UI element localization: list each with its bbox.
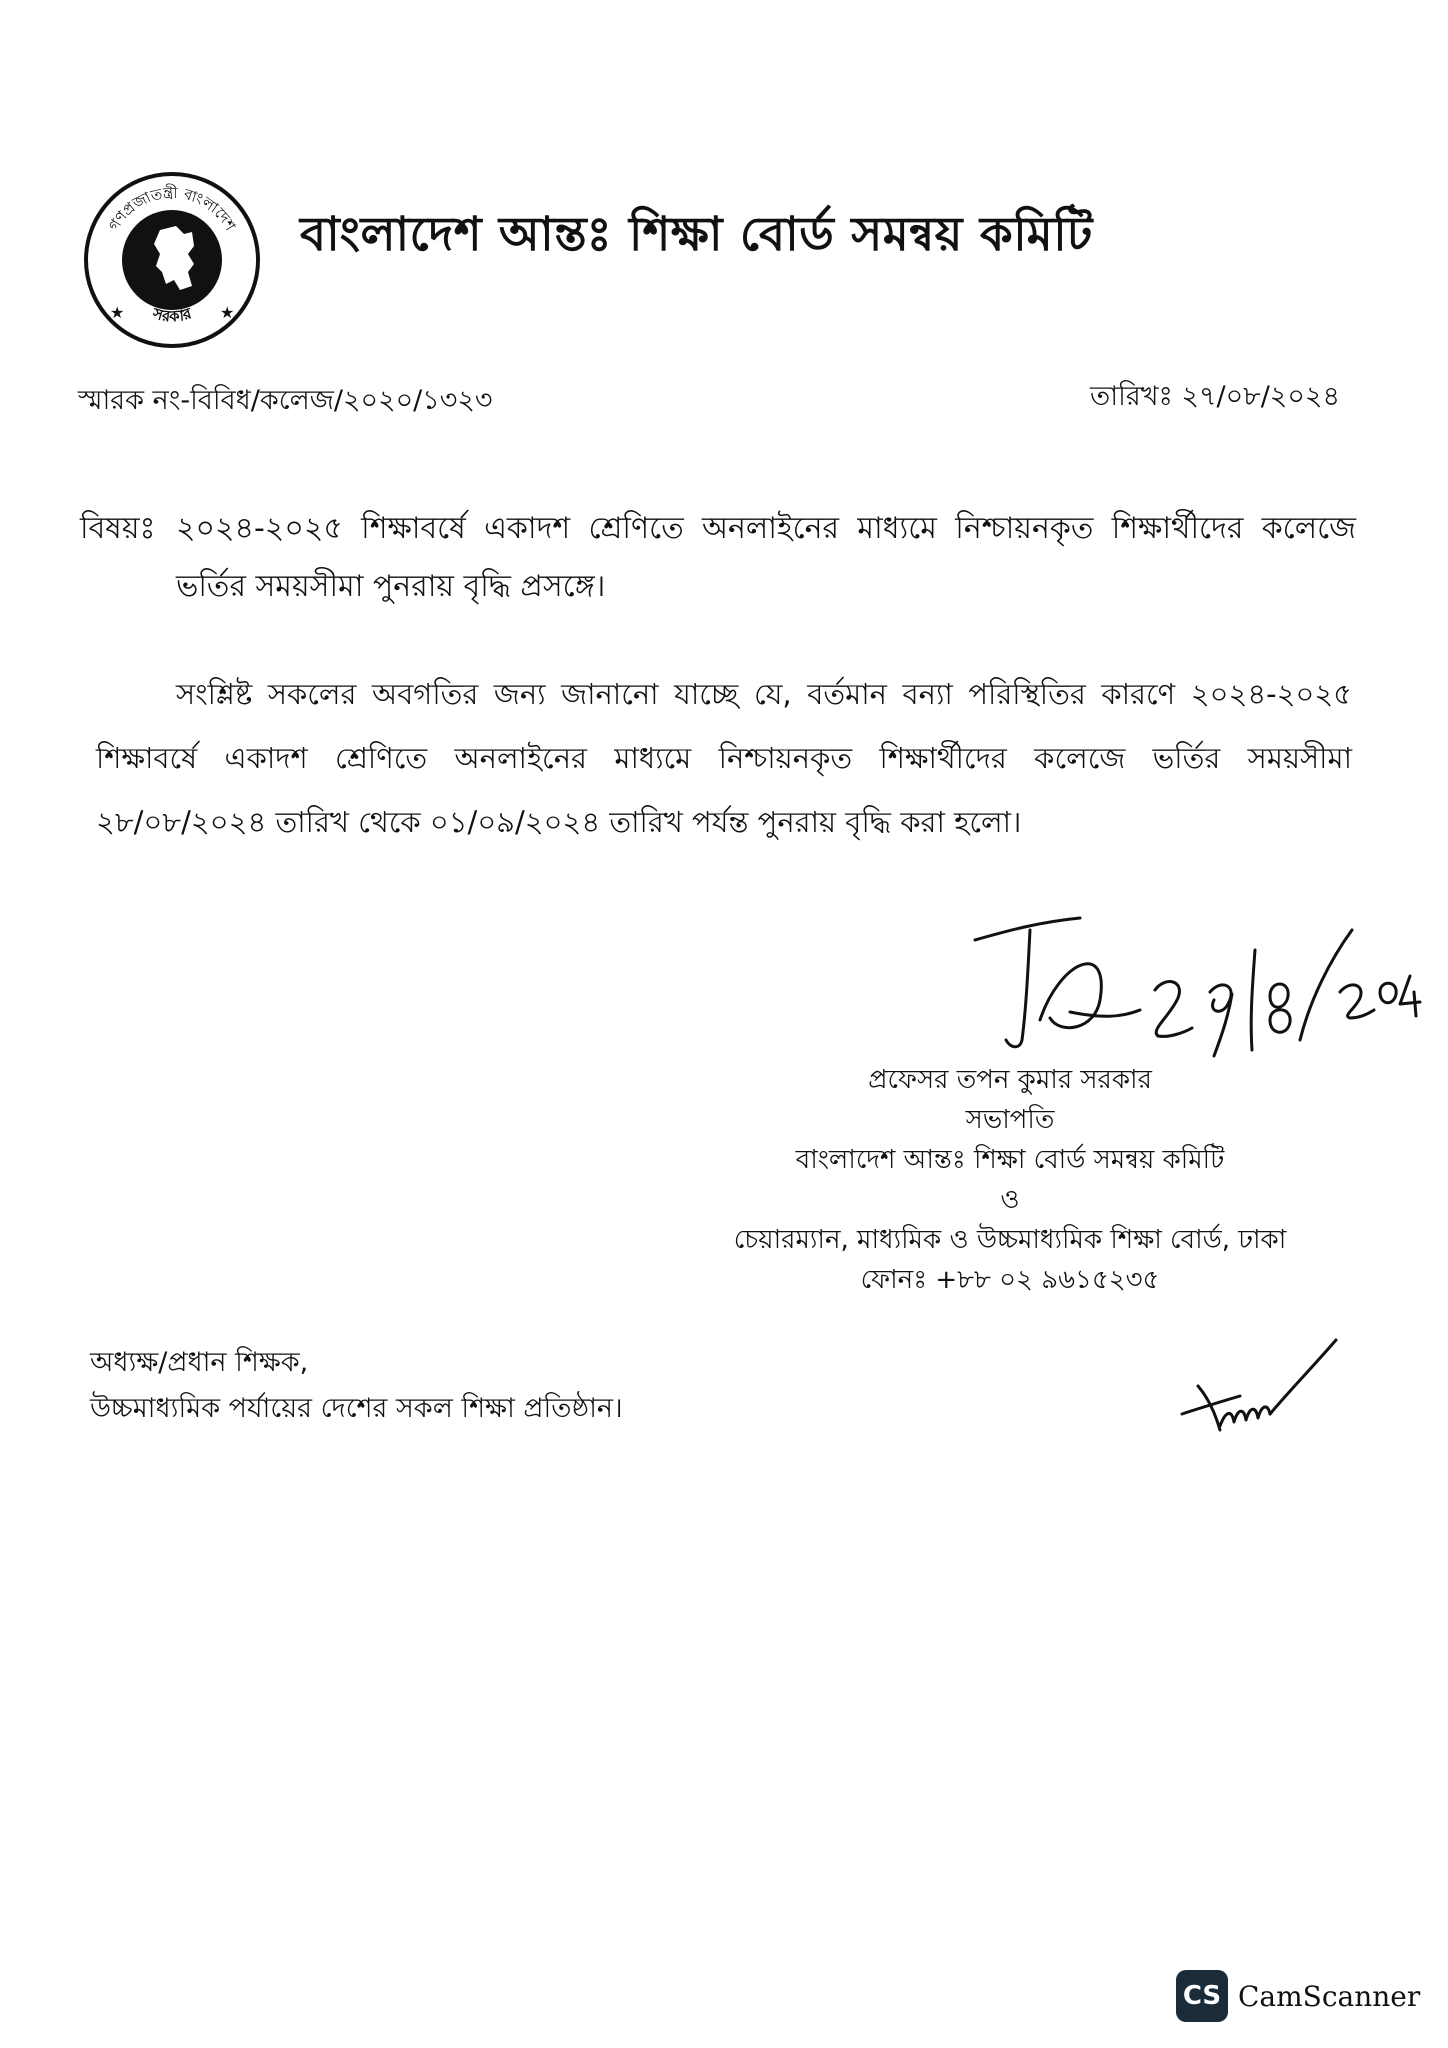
signatory-second-role: চেয়ারম্যান, মাধ্যমিক ও উচ্চমাধ্যমিক শিক্ষা বোর্ড, ঢাকা: [733, 1225, 1287, 1255]
recipient-line2: উচ্চমাধ্যমিক পর্যায়ের দেশের সকল শিক্ষা প্রতিষ্ঠান।: [90, 1393, 623, 1424]
signatory-phone: ফোনঃ +৮৮ ০২ ৯৬১৫২৩৫: [860, 1265, 1160, 1295]
camscanner-watermark: [1176, 1970, 1420, 2022]
recipient-block: [90, 1340, 623, 1432]
camscanner-logo-icon: CS: [1176, 1970, 1228, 2022]
memo-date: তারিখঃ ২৭/০৮/২০২৪: [1090, 381, 1340, 412]
seal-text-bottom: সরকার: [150, 304, 194, 326]
signatory-name: প্রফেসর তপন কুমার সরকার: [868, 1065, 1152, 1095]
svg-text:★: ★: [220, 303, 235, 322]
signatory-conjunction: ও: [1000, 1185, 1020, 1215]
board-title: বাংলাদেশ আন্তঃ শিক্ষা বোর্ড সমন্বয় কমিটি: [300, 207, 1093, 262]
body-paragraph: সংশ্লিষ্ট সকলের অবগতির জন্য জানানো যাচ্ছে যে, বর্তমান বন্যা পরিস্থিতির কারণে ২০২৪-২০২৫ শিক্ষাবর্ষে একাদশ শ্রেণিতে অনলাইনের মাধ্যমে নিশ্চায়নকৃত শিক্ষার্থীদের কলেজে ভর্তির সময়সীমা ২৮/০৮/২০২৪ তারিখ থেকে ০১/০৯/২০২৪ তারিখ পর্যন্ত পুনরায় বৃদ্ধি করা হলো।: [96, 677, 1352, 839]
government-seal-icon: [80, 168, 264, 352]
subject-text: ২০২৪-২০২৫ শিক্ষাবর্ষে একাদশ শ্রেণিতে অনলাইনের মাধ্যমে নিশ্চায়নকৃত শিক্ষার্থীদের কলেজে ভর্তির সময়সীমা পুনরায় বৃদ্ধি প্রসঙ্গে।: [176, 511, 1356, 604]
signatory-block: [700, 1060, 1320, 1300]
handwritten-initial-icon: [1180, 1330, 1340, 1440]
subject-label: বিষয়ঃ: [80, 511, 156, 546]
seal-text-top: গণপ্রজাতন্ত্রী বাংলাদেশ: [104, 183, 240, 234]
svg-text:★: ★: [110, 303, 125, 322]
recipient-line1: অধ্যক্ষ/প্রধান শিক্ষক,: [90, 1347, 309, 1378]
subject-line: [80, 500, 1356, 616]
camscanner-label: CamScanner: [1238, 1979, 1421, 2013]
signatory-designation: সভাপতি: [965, 1105, 1055, 1135]
signatory-committee: বাংলাদেশ আন্তঃ শিক্ষা বোর্ড সমন্বয় কমিটি: [795, 1145, 1225, 1175]
memo-reference: স্মারক নং-বিবিধ/কলেজ/২০২০/১৩২৩: [78, 385, 493, 416]
